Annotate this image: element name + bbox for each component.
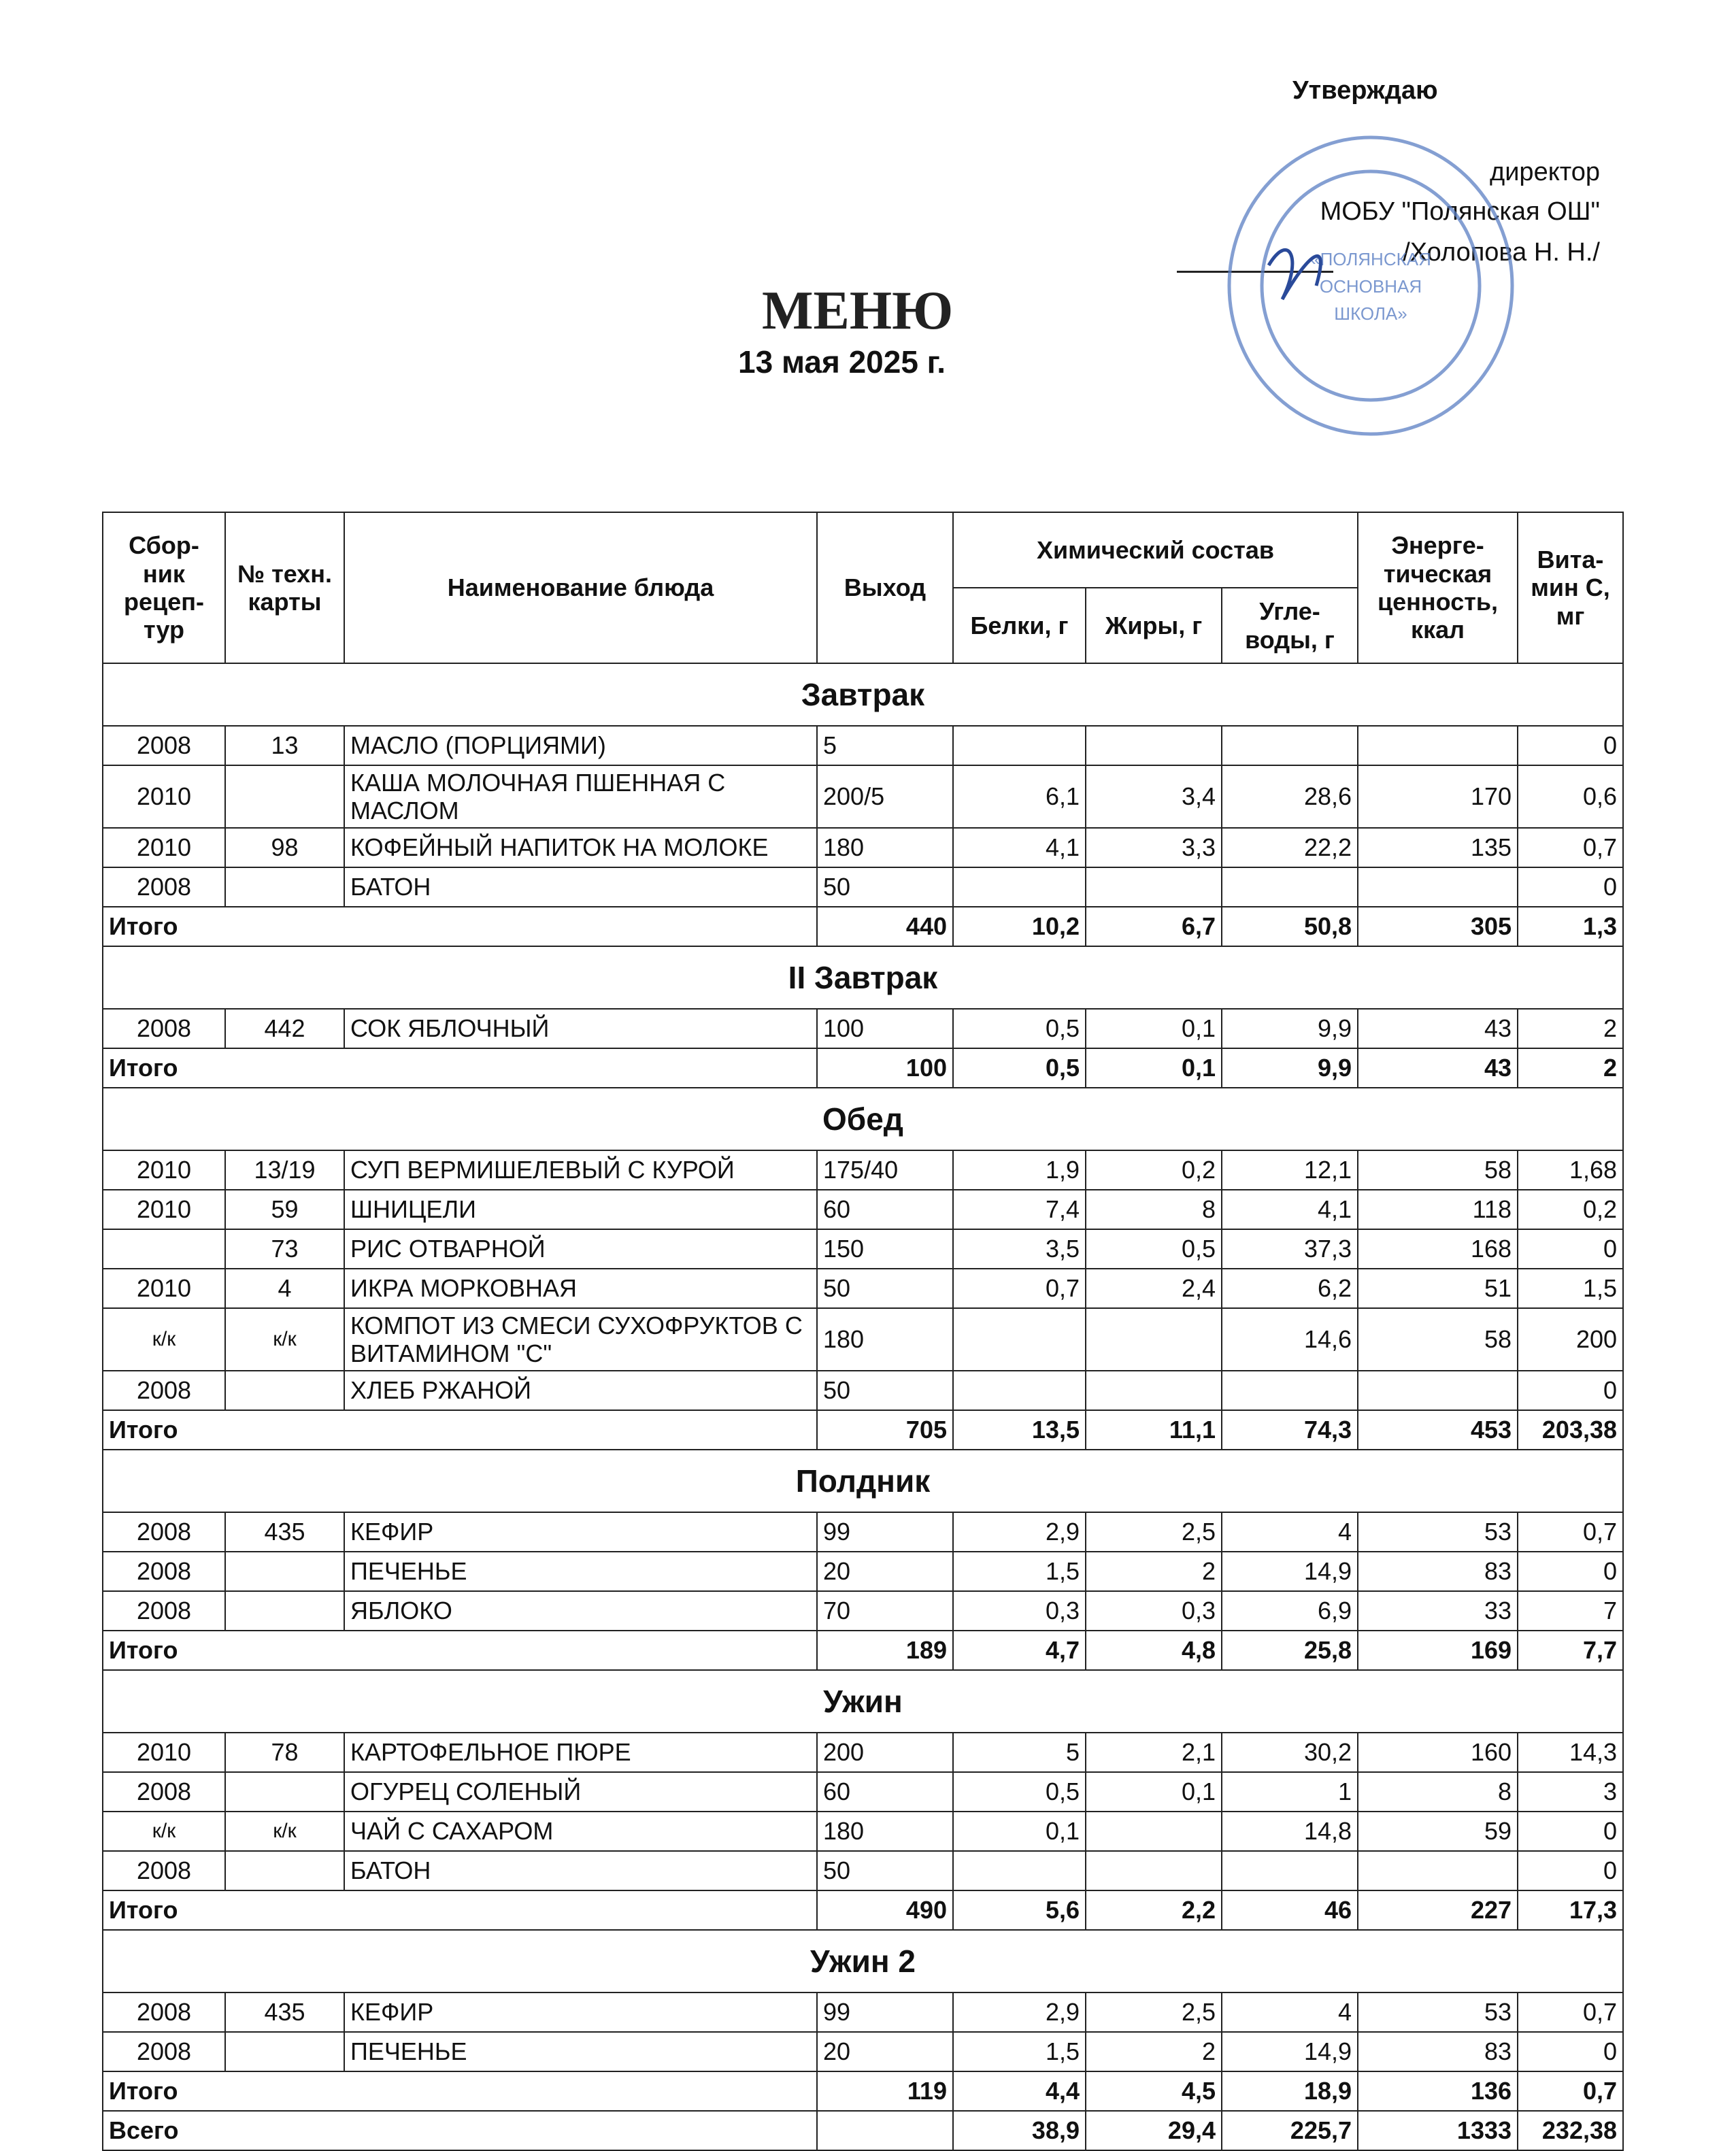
protein-cell [953, 1371, 1086, 1410]
card-cell: 59 [225, 1190, 344, 1229]
collection-cell: 2010 [103, 1190, 225, 1229]
output-cell: 20 [817, 1552, 953, 1591]
vitamin-cell: 1,5 [1518, 1269, 1623, 1308]
dish-name-cell: ПЕЧЕНЬЕ [344, 1552, 817, 1591]
vitamin-cell: 7 [1518, 1591, 1623, 1631]
carbs-cell: 28,6 [1222, 765, 1358, 828]
header-fat: Жиры, г [1086, 588, 1222, 663]
total-carbs: 50,8 [1222, 907, 1358, 946]
dish-name-cell: СОК ЯБЛОЧНЫЙ [344, 1009, 817, 1048]
grand-total-row [103, 2111, 1623, 2150]
header-vitamin: Вита-мин С, мг [1518, 512, 1623, 663]
section-title: II Завтрак [103, 946, 1623, 1009]
energy-cell: 83 [1358, 1552, 1518, 1591]
output-cell: 50 [817, 1851, 953, 1890]
protein-cell: 1,9 [953, 1150, 1086, 1190]
output-cell: 175/40 [817, 1150, 953, 1190]
total-row [103, 1410, 1623, 1450]
card-cell: 98 [225, 828, 344, 867]
header-card: № техн. карты [225, 512, 344, 663]
svg-text:ШКОЛА»: ШКОЛА» [1334, 303, 1407, 324]
table-row [103, 1009, 1623, 1048]
dish-name-cell: РИС ОТВАРНОЙ [344, 1229, 817, 1269]
vitamin-cell: 0 [1518, 867, 1623, 907]
grand-total-fat: 29,4 [1086, 2111, 1222, 2150]
carbs-cell: 14,6 [1222, 1308, 1358, 1371]
carbs-cell: 4,1 [1222, 1190, 1358, 1229]
total-protein: 5,6 [953, 1890, 1086, 1930]
svg-text:«ПОЛЯНСКАЯ: «ПОЛЯНСКАЯ [1310, 249, 1431, 269]
table-row [103, 1512, 1623, 1552]
table-row [103, 765, 1623, 828]
fat-cell: 0,5 [1086, 1229, 1222, 1269]
protein-cell [953, 726, 1086, 765]
table-row [103, 1229, 1623, 1269]
vitamin-cell: 3 [1518, 1772, 1623, 1812]
vitamin-cell: 0,7 [1518, 828, 1623, 867]
header-output: Выход [817, 512, 953, 663]
total-protein: 4,4 [953, 2071, 1086, 2111]
table-row [103, 1992, 1623, 2032]
energy-cell: 170 [1358, 765, 1518, 828]
output-cell: 180 [817, 1308, 953, 1371]
total-label: Итого [103, 1048, 817, 1088]
vitamin-cell: 200 [1518, 1308, 1623, 1371]
vitamin-cell: 0 [1518, 1552, 1623, 1591]
carbs-cell: 4 [1222, 1992, 1358, 2032]
page-title: МЕНЮ [762, 281, 954, 341]
section-title: Полдник [103, 1450, 1623, 1512]
carbs-cell: 14,8 [1222, 1812, 1358, 1851]
fat-cell [1086, 1851, 1222, 1890]
output-cell: 200/5 [817, 765, 953, 828]
dish-name-cell: КАРТОФЕЛЬНОЕ ПЮРЕ [344, 1733, 817, 1772]
vitamin-cell: 2 [1518, 1009, 1623, 1048]
dish-name-cell: ХЛЕБ РЖАНОЙ [344, 1371, 817, 1410]
energy-cell [1358, 867, 1518, 907]
card-cell [225, 1851, 344, 1890]
fat-cell: 2,5 [1086, 1992, 1222, 2032]
fat-cell [1086, 1308, 1222, 1371]
energy-cell: 58 [1358, 1308, 1518, 1371]
dish-name-cell: БАТОН [344, 867, 817, 907]
carbs-cell [1222, 1371, 1358, 1410]
output-cell: 180 [817, 828, 953, 867]
collection-cell: 2008 [103, 1512, 225, 1552]
energy-cell: 160 [1358, 1733, 1518, 1772]
header-carbs: Угле-воды, г [1222, 588, 1358, 663]
card-cell: 13 [225, 726, 344, 765]
carbs-cell: 6,9 [1222, 1591, 1358, 1631]
collection-cell: 2008 [103, 2032, 225, 2071]
table-row [103, 867, 1623, 907]
card-cell: к/к [225, 1812, 344, 1851]
table-row [103, 1772, 1623, 1812]
carbs-cell [1222, 1851, 1358, 1890]
total-label: Итого [103, 2071, 817, 2111]
organization-name: МОБУ "Полянская ОШ" [1320, 197, 1600, 226]
energy-cell: 43 [1358, 1009, 1518, 1048]
protein-cell [953, 1851, 1086, 1890]
grand-total-energy: 1333 [1358, 2111, 1518, 2150]
total-carbs: 25,8 [1222, 1631, 1358, 1670]
total-carbs: 46 [1222, 1890, 1358, 1930]
vitamin-cell: 0,7 [1518, 1512, 1623, 1552]
fat-cell [1086, 726, 1222, 765]
fat-cell: 0,1 [1086, 1772, 1222, 1812]
total-energy: 136 [1358, 2071, 1518, 2111]
dish-name-cell: КЕФИР [344, 1992, 817, 2032]
vitamin-cell: 0 [1518, 2032, 1623, 2071]
section-title: Ужин [103, 1670, 1623, 1733]
energy-cell: 51 [1358, 1269, 1518, 1308]
fat-cell [1086, 1371, 1222, 1410]
protein-cell: 1,5 [953, 1552, 1086, 1591]
energy-cell [1358, 726, 1518, 765]
total-output: 440 [817, 907, 953, 946]
card-cell: 442 [225, 1009, 344, 1048]
card-cell: 13/19 [225, 1150, 344, 1190]
output-cell: 5 [817, 726, 953, 765]
protein-cell: 0,5 [953, 1772, 1086, 1812]
collection-cell: 2008 [103, 1772, 225, 1812]
carbs-cell: 12,1 [1222, 1150, 1358, 1190]
total-vitamin: 0,7 [1518, 2071, 1623, 2111]
total-fat: 4,5 [1086, 2071, 1222, 2111]
fat-cell: 2 [1086, 1552, 1222, 1591]
vitamin-cell: 0,6 [1518, 765, 1623, 828]
collection-cell: 2008 [103, 1591, 225, 1631]
carbs-cell: 6,2 [1222, 1269, 1358, 1308]
total-fat: 11,1 [1086, 1410, 1222, 1450]
card-cell [225, 1552, 344, 1591]
total-label: Итого [103, 1890, 817, 1930]
fat-cell: 2,5 [1086, 1512, 1222, 1552]
total-protein: 10,2 [953, 907, 1086, 946]
output-cell: 100 [817, 1009, 953, 1048]
grand-total-vitamin: 232,38 [1518, 2111, 1623, 2150]
collection-cell: 2010 [103, 828, 225, 867]
card-cell: к/к [225, 1308, 344, 1371]
vitamin-cell: 0 [1518, 1812, 1623, 1851]
table-row [103, 1591, 1623, 1631]
total-vitamin: 203,38 [1518, 1410, 1623, 1450]
output-cell: 150 [817, 1229, 953, 1269]
protein-cell: 0,7 [953, 1269, 1086, 1308]
total-energy: 169 [1358, 1631, 1518, 1670]
carbs-cell [1222, 726, 1358, 765]
fat-cell: 8 [1086, 1190, 1222, 1229]
total-carbs: 74,3 [1222, 1410, 1358, 1450]
collection-cell: 2008 [103, 1371, 225, 1410]
section-title: Завтрак [103, 663, 1623, 726]
carbs-cell: 4 [1222, 1512, 1358, 1552]
dish-name-cell: КОФЕЙНЫЙ НАПИТОК НА МОЛОКЕ [344, 828, 817, 867]
section-header [103, 663, 1623, 726]
collection-cell: к/к [103, 1308, 225, 1371]
menu-body [103, 663, 1623, 2150]
fat-cell: 0,2 [1086, 1150, 1222, 1190]
table-row [103, 726, 1623, 765]
collection-cell: 2010 [103, 1269, 225, 1308]
total-label: Итого [103, 907, 817, 946]
total-output: 189 [817, 1631, 953, 1670]
section-title: Обед [103, 1088, 1623, 1150]
card-cell: 4 [225, 1269, 344, 1308]
section-header [103, 1670, 1623, 1733]
collection-cell: 2008 [103, 1009, 225, 1048]
header-protein: Белки, г [953, 588, 1086, 663]
table-row [103, 1733, 1623, 1772]
fat-cell: 2,1 [1086, 1733, 1222, 1772]
fat-cell: 0,3 [1086, 1591, 1222, 1631]
total-carbs: 18,9 [1222, 2071, 1358, 2111]
header-chem: Химический состав [953, 512, 1358, 588]
dish-name-cell: ИКРА МОРКОВНАЯ [344, 1269, 817, 1308]
table-row [103, 1552, 1623, 1591]
collection-cell: к/к [103, 1812, 225, 1851]
dish-name-cell: КОМПОТ ИЗ СМЕСИ СУХОФРУКТОВ С ВИТАМИНОМ "С" [344, 1308, 817, 1371]
total-fat: 4,8 [1086, 1631, 1222, 1670]
collection-cell: 2008 [103, 1992, 225, 2032]
total-label: Итого [103, 1410, 817, 1450]
total-fat: 6,7 [1086, 907, 1222, 946]
total-fat: 2,2 [1086, 1890, 1222, 1930]
fat-cell: 3,3 [1086, 828, 1222, 867]
total-energy: 227 [1358, 1890, 1518, 1930]
menu-date: 13 мая 2025 г. [738, 344, 946, 380]
carbs-cell: 37,3 [1222, 1229, 1358, 1269]
total-output: 705 [817, 1410, 953, 1450]
carbs-cell: 30,2 [1222, 1733, 1358, 1772]
protein-cell [953, 867, 1086, 907]
output-cell: 60 [817, 1190, 953, 1229]
dish-name-cell: БАТОН [344, 1851, 817, 1890]
header-energy: Энерге-тическая ценность, ккал [1358, 512, 1518, 663]
output-cell: 50 [817, 867, 953, 907]
energy-cell: 168 [1358, 1229, 1518, 1269]
collection-cell: 2008 [103, 726, 225, 765]
card-cell [225, 2032, 344, 2071]
total-output: 100 [817, 1048, 953, 1088]
dish-name-cell: ОГУРЕЦ СОЛЕНЫЙ [344, 1772, 817, 1812]
vitamin-cell: 14,3 [1518, 1733, 1623, 1772]
energy-cell: 58 [1358, 1150, 1518, 1190]
protein-cell: 4,1 [953, 828, 1086, 867]
energy-cell: 59 [1358, 1812, 1518, 1851]
carbs-cell: 1 [1222, 1772, 1358, 1812]
header-collection: Сбор-ник рецеп-тур [103, 512, 225, 663]
table-row [103, 1269, 1623, 1308]
energy-cell: 118 [1358, 1190, 1518, 1229]
energy-cell: 83 [1358, 2032, 1518, 2071]
table-row [103, 1812, 1623, 1851]
collection-cell: 2010 [103, 1150, 225, 1190]
energy-cell: 135 [1358, 828, 1518, 867]
vitamin-cell: 0,7 [1518, 1992, 1623, 2032]
header-dish: Наименование блюда [344, 512, 817, 663]
fat-cell: 0,1 [1086, 1009, 1222, 1048]
energy-cell [1358, 1851, 1518, 1890]
output-cell: 180 [817, 1812, 953, 1851]
total-energy: 453 [1358, 1410, 1518, 1450]
total-row [103, 2071, 1623, 2111]
protein-cell: 0,5 [953, 1009, 1086, 1048]
fat-cell [1086, 1812, 1222, 1851]
dish-name-cell: КЕФИР [344, 1512, 817, 1552]
total-vitamin: 17,3 [1518, 1890, 1623, 1930]
collection-cell [103, 1229, 225, 1269]
menu-table [102, 512, 1624, 2151]
vitamin-cell: 0 [1518, 1851, 1623, 1890]
total-energy: 305 [1358, 907, 1518, 946]
dish-name-cell: ПЕЧЕНЬЕ [344, 2032, 817, 2071]
vitamin-cell: 0,2 [1518, 1190, 1623, 1229]
section-header [103, 1088, 1623, 1150]
total-protein: 13,5 [953, 1410, 1086, 1450]
vitamin-cell: 0 [1518, 1371, 1623, 1410]
output-cell: 50 [817, 1269, 953, 1308]
output-cell: 200 [817, 1733, 953, 1772]
card-cell [225, 765, 344, 828]
table-row [103, 1371, 1623, 1410]
dish-name-cell: КАША МОЛОЧНАЯ ПШЕННАЯ С МАСЛОМ [344, 765, 817, 828]
total-row [103, 907, 1623, 946]
protein-cell: 5 [953, 1733, 1086, 1772]
director-position: директор [1490, 158, 1600, 186]
total-row [103, 1631, 1623, 1670]
protein-cell: 6,1 [953, 765, 1086, 828]
dish-name-cell: ЯБЛОКО [344, 1591, 817, 1631]
fat-cell: 3,4 [1086, 765, 1222, 828]
carbs-cell: 9,9 [1222, 1009, 1358, 1048]
total-label: Итого [103, 1631, 817, 1670]
carbs-cell: 14,9 [1222, 1552, 1358, 1591]
grand-total-label: Всего [103, 2111, 817, 2150]
total-vitamin: 1,3 [1518, 907, 1623, 946]
vitamin-cell: 1,68 [1518, 1150, 1623, 1190]
energy-cell: 53 [1358, 1992, 1518, 2032]
total-fat: 0,1 [1086, 1048, 1222, 1088]
total-output: 119 [817, 2071, 953, 2111]
fat-cell [1086, 867, 1222, 907]
protein-cell [953, 1308, 1086, 1371]
protein-cell: 1,5 [953, 2032, 1086, 2071]
dish-name-cell: МАСЛО (ПОРЦИЯМИ) [344, 726, 817, 765]
dish-name-cell: ШНИЦЕЛИ [344, 1190, 817, 1229]
grand-total-output [817, 2111, 953, 2150]
energy-cell [1358, 1371, 1518, 1410]
protein-cell: 0,3 [953, 1591, 1086, 1631]
total-output: 490 [817, 1890, 953, 1930]
protein-cell: 2,9 [953, 1992, 1086, 2032]
energy-cell: 53 [1358, 1512, 1518, 1552]
official-stamp [1221, 129, 1520, 442]
card-cell [225, 1772, 344, 1812]
table-row [103, 1851, 1623, 1890]
total-vitamin: 2 [1518, 1048, 1623, 1088]
card-cell: 78 [225, 1733, 344, 1772]
carbs-cell [1222, 867, 1358, 907]
total-row [103, 1048, 1623, 1088]
protein-cell: 7,4 [953, 1190, 1086, 1229]
grand-total-protein: 38,9 [953, 2111, 1086, 2150]
dish-name-cell: ЧАЙ С САХАРОМ [344, 1812, 817, 1851]
total-vitamin: 7,7 [1518, 1631, 1623, 1670]
card-cell: 73 [225, 1229, 344, 1269]
section-header [103, 946, 1623, 1009]
grand-total-carbs: 225,7 [1222, 2111, 1358, 2150]
table-row [103, 1190, 1623, 1229]
table-row [103, 1308, 1623, 1371]
total-energy: 43 [1358, 1048, 1518, 1088]
output-cell: 20 [817, 2032, 953, 2071]
collection-cell: 2008 [103, 1552, 225, 1591]
card-cell [225, 867, 344, 907]
svg-text:ОСНОВНАЯ: ОСНОВНАЯ [1319, 276, 1422, 297]
protein-cell: 0,1 [953, 1812, 1086, 1851]
card-cell [225, 1591, 344, 1631]
section-title: Ужин 2 [103, 1930, 1623, 1992]
output-cell: 99 [817, 1512, 953, 1552]
card-cell [225, 1371, 344, 1410]
output-cell: 60 [817, 1772, 953, 1812]
energy-cell: 8 [1358, 1772, 1518, 1812]
dish-name-cell: СУП ВЕРМИШЕЛЕВЫЙ С КУРОЙ [344, 1150, 817, 1190]
table-row [103, 2032, 1623, 2071]
fat-cell: 2,4 [1086, 1269, 1222, 1308]
collection-cell: 2010 [103, 765, 225, 828]
total-carbs: 9,9 [1222, 1048, 1358, 1088]
carbs-cell: 14,9 [1222, 2032, 1358, 2071]
output-cell: 99 [817, 1992, 953, 2032]
output-cell: 50 [817, 1371, 953, 1410]
vitamin-cell: 0 [1518, 1229, 1623, 1269]
collection-cell: 2008 [103, 1851, 225, 1890]
section-header [103, 1930, 1623, 1992]
protein-cell: 3,5 [953, 1229, 1086, 1269]
table-row [103, 828, 1623, 867]
total-protein: 4,7 [953, 1631, 1086, 1670]
collection-cell: 2008 [103, 867, 225, 907]
total-protein: 0,5 [953, 1048, 1086, 1088]
section-header [103, 1450, 1623, 1512]
carbs-cell: 22,2 [1222, 828, 1358, 867]
protein-cell: 2,9 [953, 1512, 1086, 1552]
total-row [103, 1890, 1623, 1930]
energy-cell: 33 [1358, 1591, 1518, 1631]
output-cell: 70 [817, 1591, 953, 1631]
vitamin-cell: 0 [1518, 726, 1623, 765]
card-cell: 435 [225, 1992, 344, 2032]
table-row [103, 1150, 1623, 1190]
fat-cell: 2 [1086, 2032, 1222, 2071]
director-name: /Холопова Н. Н./ [1403, 238, 1600, 267]
approve-label: Утверждаю [1292, 76, 1438, 105]
collection-cell: 2010 [103, 1733, 225, 1772]
card-cell: 435 [225, 1512, 344, 1552]
